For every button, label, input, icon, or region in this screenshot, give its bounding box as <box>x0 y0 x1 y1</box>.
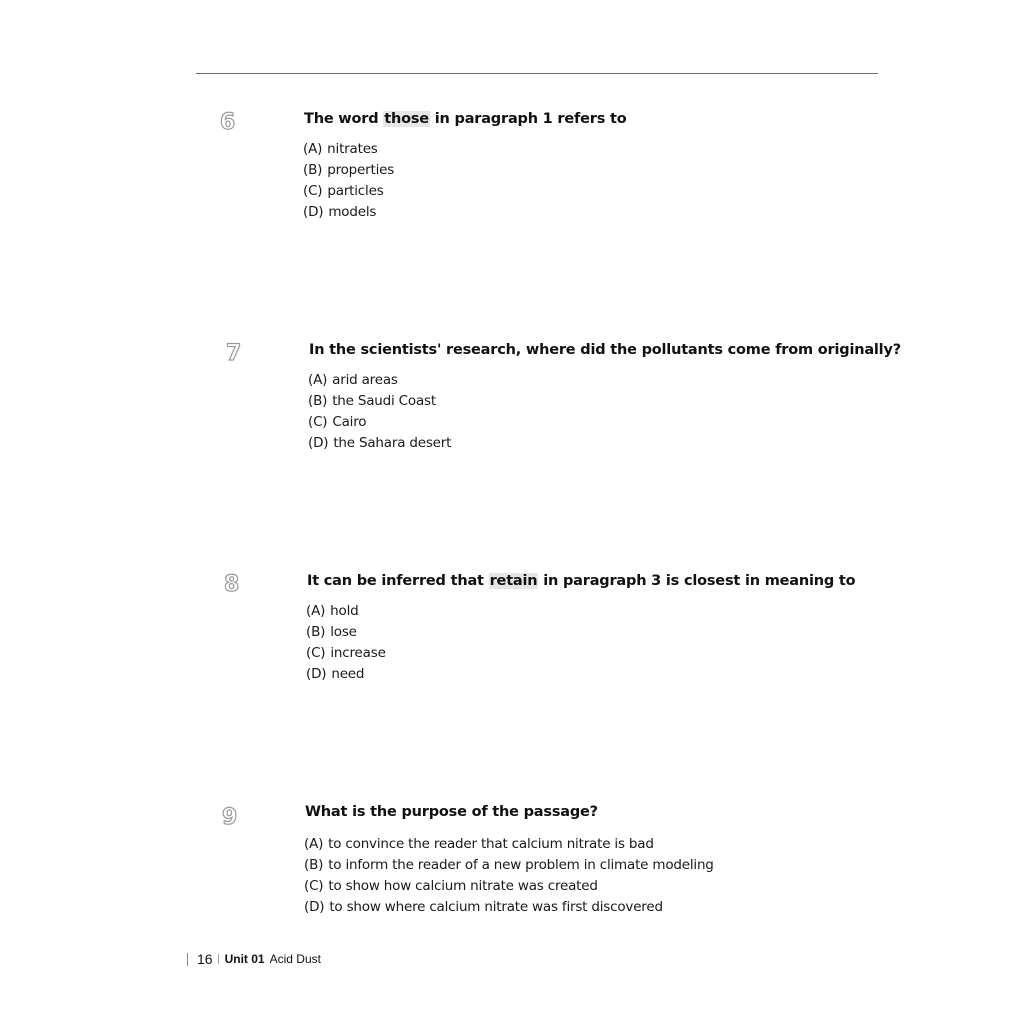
option-letter: (D) <box>304 899 325 915</box>
option-letter: (A) <box>308 372 328 388</box>
question-prompt <box>309 342 901 358</box>
prompt-text: It can be inferred that <box>307 573 489 589</box>
answer-option[interactable] <box>308 391 451 412</box>
option-text: increase <box>330 645 386 661</box>
footer-divider <box>218 954 219 964</box>
highlighted-word: retain <box>489 573 538 589</box>
option-text: to convince the reader that calcium nitrate is bad <box>328 836 654 852</box>
answer-option[interactable] <box>303 160 394 181</box>
answer-options <box>308 370 451 454</box>
option-letter: (D) <box>303 204 324 220</box>
answer-option[interactable] <box>308 433 451 454</box>
option-letter: (A) <box>304 836 324 852</box>
option-text: arid areas <box>332 372 398 388</box>
answer-option[interactable] <box>304 897 714 918</box>
option-letter: (B) <box>308 393 328 409</box>
question-prompt <box>304 111 626 127</box>
option-text: to show how calcium nitrate was created <box>328 878 598 894</box>
option-letter: (B) <box>306 624 326 640</box>
unit-title: Acid Dust <box>269 952 321 966</box>
option-letter: (C) <box>304 878 324 894</box>
option-letter: (A) <box>306 603 326 619</box>
answer-options <box>303 139 394 223</box>
question-number: 8 <box>224 572 240 597</box>
option-text: nitrates <box>327 141 378 157</box>
question-prompt <box>307 573 855 589</box>
answer-options <box>306 601 386 685</box>
prompt-text: The word <box>304 111 384 127</box>
answer-option[interactable] <box>303 139 394 160</box>
footer-divider <box>187 953 188 966</box>
option-text: Cairo <box>332 414 367 430</box>
prompt-text: What is the purpose of the passage? <box>305 804 598 820</box>
option-text: lose <box>330 624 357 640</box>
prompt-text: in paragraph 1 refers to <box>429 111 627 127</box>
answer-option[interactable] <box>306 622 386 643</box>
option-text: hold <box>330 603 359 619</box>
page-footer <box>187 949 321 969</box>
option-letter: (D) <box>308 435 329 451</box>
answer-option[interactable] <box>304 876 714 897</box>
option-letter: (D) <box>306 666 327 682</box>
answer-option[interactable] <box>303 202 394 223</box>
answer-option[interactable] <box>306 643 386 664</box>
prompt-text: in paragraph 3 is closest in meaning to <box>538 573 856 589</box>
question-number: 9 <box>222 805 238 830</box>
prompt-text: In the scientists' research, where did the pollutants come from originally? <box>309 342 901 358</box>
highlighted-word: those <box>384 111 429 127</box>
option-text: to inform the reader of a new problem in climate modeling <box>328 857 714 873</box>
option-text: properties <box>327 162 395 178</box>
answer-option[interactable] <box>304 834 714 855</box>
question-number: 6 <box>220 110 236 135</box>
option-letter: (C) <box>303 183 323 199</box>
answer-option[interactable] <box>306 601 386 622</box>
option-letter: (C) <box>308 414 328 430</box>
option-letter: (A) <box>303 141 323 157</box>
answer-option[interactable] <box>303 181 394 202</box>
option-text: the Saudi Coast <box>332 393 436 409</box>
page-number: 16 <box>197 951 213 967</box>
question-number: 7 <box>226 341 242 366</box>
option-letter: (B) <box>304 857 324 873</box>
question-prompt <box>305 804 598 820</box>
answer-options <box>304 834 714 918</box>
answer-option[interactable] <box>308 370 451 391</box>
option-letter: (B) <box>303 162 323 178</box>
option-text: the Sahara desert <box>333 435 452 451</box>
top-rule <box>196 73 878 74</box>
option-letter: (C) <box>306 645 326 661</box>
answer-option[interactable] <box>304 855 714 876</box>
option-text: need <box>331 666 365 682</box>
option-text: to show where calcium nitrate was first discovered <box>329 899 663 915</box>
unit-label: Unit 01 <box>224 952 265 966</box>
answer-option[interactable] <box>308 412 451 433</box>
answer-option[interactable] <box>306 664 386 685</box>
option-text: models <box>328 204 377 220</box>
option-text: particles <box>327 183 384 199</box>
